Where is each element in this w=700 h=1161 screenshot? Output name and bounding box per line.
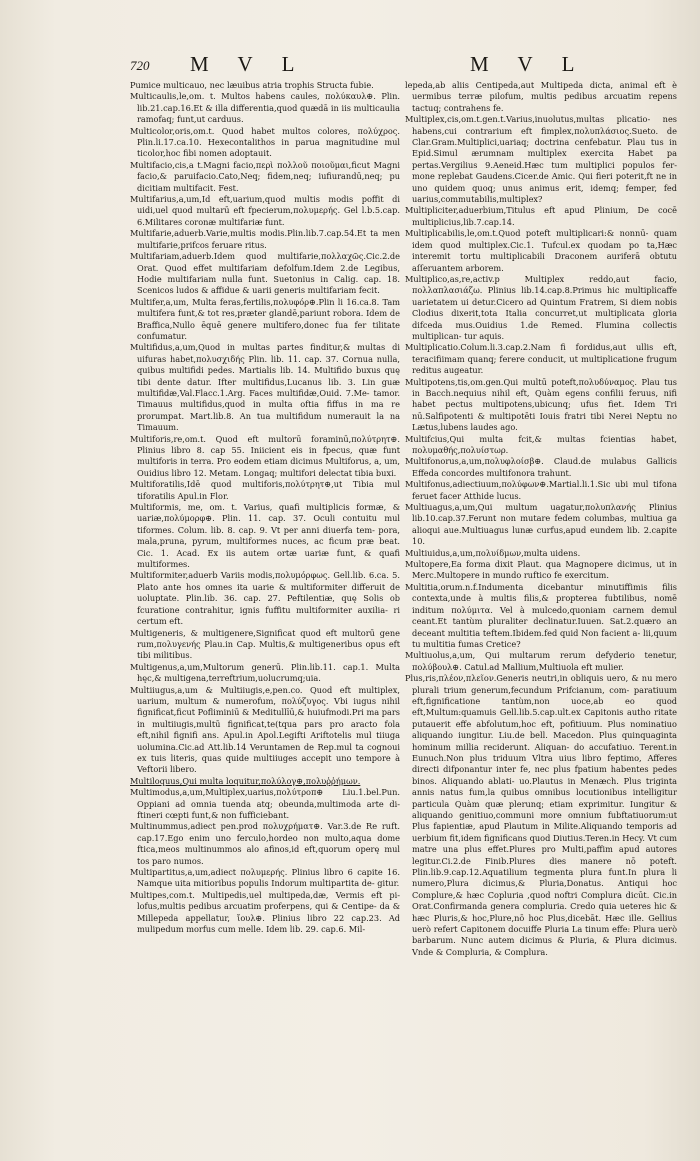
- dictionary-entry: Multiuidus,a,um,πολυίδμων,multa uidens.: [405, 547, 581, 558]
- dictionary-entry: Multifarie,aduerb.Varie,multis modis.Plin.lib.7.cap.54.Et ta men multifarie,prifcos feruare ritus.: [130, 228, 400, 250]
- running-head-left: M V L: [190, 52, 307, 76]
- dictionary-entry: Multifarius,a,um,Id eft,uarium,quod multis modis poffit di uidi,uel quod multarū eft fpecierum,πολυμερής. Gel l.b.5.cap. 6.Militares coronæ multifariæ funt.: [130, 194, 400, 227]
- dictionary-entry: Multiuagus,a,um,Qui multum uagatur,πολυπλανής Plinius lib.10.cap.37.Ferunt non mutare fedem columbas, multiua ga alioqui aue.Multiuagus lunæ curfus,apud eundem lib. 2.capite 10.: [405, 502, 677, 547]
- dictionary-entry: Multifacio,cis,a t.Magni facio,περὶ πολλοῦ ποιοῦμαι,ficut Magni facio,& paruifacio.Cato,Neq; fidem,neq; iufiurandū,neq; pu dicitiam multifacit. Fest.: [130, 159, 400, 193]
- dictionary-entry: Multiformiter,aduerb Variis modis,πολυμόρφως. Gell.lib. 6.ca. 5. Plato ante hos omnes ita uarie & multiformiter differuit de uoluptate. Plin.lib. 36. cap. 27. Peftilentiæ, quę Solis ob fcuratione contrahitur, ignis fuffitu multiformiter auxilia- ri certum eft.: [130, 570, 400, 627]
- dictionary-entry: lepeda,ab aliis Centipeda,aut Multipeda dicta, animal eft è uermibus terræ pilofum, multis pedibus arcuatim repens tactuq; contrahens fe.: [405, 80, 677, 113]
- dictionary-entry: Plus,ris,πλέον,πλεῖον.Generis neutri,in obliquis uero, & nu mero plurali trium generum,fecundum Prifcianum, com- paratiuum eft,fignificatione tantùm,non uoce,ab eo quod eft,Multum:quamuis Gell.lib.5.cap.ult.ex Capitonis autho ritate putauerit effe abfolutum,hoc eft, pofitiuum. Plus nominatiuo aliquando iungitur. Liu.de bell. Macedon. Plus quinquaginta hominum millia reciderunt. Aliquan- do accufatiuo. Terent.in Eunuch.Non plus triduum Vltra uius libro feptimo, Afferes directi difponantur inter fe, nec plus fpatium habentes pedes binos. Aliquando ablati- uo.Plautus in Menæch. Plus triginta annis natus fum,la quibus omnibus locutionibus intelligitur particula Quàm quæ plerunq; etiam exprimitur. Iungitur & aliquando genitiuo,communi more omnium fubftatiuorum:ut Plus fapientiæ, apud Plautum in Milite.Aliquando temporis ad uerbium fit,idem fignificans quod Diutius.Teren.in Hecy. Vt cum matre una plus effet.Plures pro Multi,paffim apud autores legitur.Ci.2.de Finib.Plures dies manere nō poteft. Plin.lib.9.cap.12.Aquatilium tegmenta plura funt.In plura li numero,Plura dicimus,& Pluria,Donatus. Antiqui hoc Complure,& hæc Copluria ,quod noftri Complura dicūt. Cic.in Orat.Confirmanda genera compluria. Credo quia ueteres hic & hæc Pluris,& hoc,Plure,nō hoc Plus,dicebāt. Hæc ille. Gellius uerò refert Capitonem docuiffe Pluria La tinum effe: Plura uerò barbarum. Nunc autem dicimus & Pluria, & Plura dicimus. Vnde & Compluria, & Complura.: [405, 673, 677, 957]
- dictionary-entry: Multiuolus,a,um, Qui multarum rerum defyderio tenetur, πολύβουλ⊕. Catul.ad Mallium,Multiuola eft mulier.: [405, 650, 677, 672]
- page-number: 720: [130, 58, 150, 73]
- right-column: [405, 80, 677, 1140]
- dictionary-entry: Multiplicatio.Colum.li.3.cap.2.Nam fi fordidus,aut ullis eft, teracifiimam quanq; ferere conducit, ut multiplicatione frugum reditus augeatur.: [405, 342, 677, 376]
- dictionary-entry: Pumice multicauo, nec læuibus atria trophis Structa fubie.: [130, 80, 374, 90]
- dictionary-entry: Multiforatilis,Idē quod multiforis,πολύτρητ⊕,ut Tibia mul tiforatilis Apul.in Flor.: [130, 479, 400, 501]
- dictionary-entry: Multiforis,re,om.t. Quod eft multorū foraminū,πολύτρητ⊕. Plinius libro 8. cap 55. Iniicient eis in fpecus, quæ funt multiforis in terra. Pro eodem etiam dicimus Multiforus, a, um, Ouidius libro 12. Metam. Longaq; multifori delectat tibia buxi.: [130, 433, 400, 478]
- dictionary-entry: Multimodus,a,um,Multiplex,uarius,πολύτροπ⊕ Liu.1.bel.Pun. Oppiani ad omnia tuenda atq; obeunda,multimoda arte di- ftineri cœpti funt,& non fufficiebant.: [130, 787, 400, 820]
- dictionary-entry: Multiplex,cis,om.t.gen.t.Varius,inuolutus,multas plicatio- nes habens,cui contrarium eft fimplex,πολυπλάσιος.Sueto. de Clar.Gram.Multiplici,uariaq; doctrina cenfebatur. Plau tus in Epid.Simul ærumnam multiplex exercita Habet pa pertas.Vergilius 9.Aeneid.Hæc tum multiplici populos fer- mone replebat Gaudens.Cicer.de Amic. Qui fieri poterit,ft ne in uno quidem quoq; unus animus erit, idemq; femper, fed uarius,commutabilis,multiplex?: [405, 114, 677, 205]
- left-column: [130, 80, 400, 1140]
- dictionary-entry: Multigeneris, & multigenere,Significat quod eft multorū gene rum,πολυγενής Plau.in Cap. Multis,& multigeneribus opus eft tibi militibus.: [130, 627, 400, 661]
- dictionary-entry: Multigenus,a,um,Multorum generū. Plin.lib.11. cap.1. Multa hęc,& multigena,terreftrium,uolucrumq;uia.: [130, 661, 400, 684]
- dictionary-entry: Multifonorus,a,um,πολυφλοίσβ⊕. Claud.de mulabus Gallicis Effeda concordes multifonora trahunt.: [405, 456, 677, 478]
- dictionary-entry: Multipartitus,a,um,adiect πολυμερής. Plinius libro 6 capite 16. Namque uita mitioribus populis Indorum multipartita de- gitur.: [130, 867, 400, 889]
- dictionary-entry: Multitia,orum.n.f.Indumenta dicebantur minutiffimis filis contexta,unde à multis filis,& propterea fubtilibus, nomē inditum πολύμιτα. Vel à mulcedo,quoniam carnem demul ceant.Et tantùm pluraliter declinatur.Iuuen. Sat.2.quæro an deceant multitia teftem.Ibidem.fed quid Non facient a- lii,quum tu multitia fumas Cretice?: [405, 581, 677, 649]
- dictionary-entry: Multipliciter,aduerbium,Titulus eft apud Plinium, De cocē multiplicius,lib.7.cap.14.: [405, 205, 677, 227]
- dictionary-entry: Multiplico,as,re,activ.p Multiplex reddo,aut facio, πολλαπλασιάζω. Plinius lib.14.cap.8.Primus hic multiplicaffe uarietatem ui detur.Cicero ad Quintum Fratrem, Si diem nobis Clodius dixerit,tota Italia concurret,ut multiplicata gloria difceda mus.Ouidius 1.de Remed. Flumina collectis multiplican- tur aquis.: [405, 273, 677, 341]
- dictionary-entry: Multifidus,a,um,Quod in multas partes finditur,& multas di uifuras habet,πολυσχιδής Plin. lib. 11. cap. 37. Cornua nulla, quibus multifidi pedes. Martialis lib. 14. Multifido buxus quę tibi dente datur. Ifter multifidus,Lucanus lib. 3. Lin guæ multifidæ,Val.Flacc.1.Arg. Faces multifidæ,Ouid. 7.Me- tamor. Timauus multifidus,quod in multa oftia fiffus in ma re prorumpat. Mart.lib.8. An tua multifidum numerauit la na Timauum.: [130, 342, 400, 433]
- dictionary-entry: Multifer,a,um, Multa feras,fertilis,πολυφόρ⊕.Plin li 16.ca.8. Tam multifera funt,& tot res,præter glandē,pariunt robora. Idem de Braffica,Nullo ēquē genere multifero,donec fua fer tilitate confumatur.: [130, 296, 400, 341]
- dictionary-entry: Multifariam,aduerb.Idem quod multifarie,πολλαχῶς.Cic.2.de Orat. Quod effet multifariam defolfum.Idem 2.de Legibus, Hodie multifariam nulla funt. Suetonius in Calig. cap. 18. Scenicos ludos & affidue & uarii generis multifariam fecit.: [130, 251, 400, 296]
- dictionary-entry: Multifcius,Qui multa fcit,& multas fcientias habet, πολυμαθής,πολυίστωρ.: [405, 433, 677, 455]
- dictionary-entry: Multipes,com.t. Multipedis,uel multipeda,dæ, Vermis eft pi- lofus,multis pedibus arcuatim proferpens, qui & Centipe- da & Millepeda appellatur, ἴουλ⊕. Plinius libro 22 cap.23. Ad mulipedum morfus cum melle. Idem lib. 29. cap.6. Mil-: [130, 889, 400, 935]
- dictionary-entry: Multopere,Ea forma dixit Plaut. qua Magnopere dicimus, ut in Merc.Multopere in mundo ruftico fe exercitum.: [405, 559, 677, 581]
- dictionary-entry: Multicaulis,le,om. t. Multos habens caules, πολύκαυλ⊕. Plin. lib.21.cap.16.Et & illa differentia,quod quædā in iis multicaulia ramofaq; funt,ut carduus.: [130, 91, 400, 125]
- dictionary-entry: Multipotens,tis,om.gen.Qui multū poteft,πολυδύναμος. Plau tus in Bacch.nequius nihil eft, Quàm egens confilii feruus, nifi habet pectus multipotens,ubicunq; ufus fiet. Idem Tri nū.Salfipotenti & multipotēti Iouis fratri tibi Nerei Neptu no Lætus,lubens laudes ago.: [405, 376, 677, 433]
- dictionary-entry: Multiloquus,Qui multa loquitur,πολύλογ⊕,πολυῤῥήμων.: [130, 775, 361, 786]
- dictionary-entry: Multiformis, me, om. t. Varius, quafi multiplicis formæ, & uariæ,πολύμορφ⊕. Plin. 11. cap. 37. Oculi contuitu mul tiformes. Colum. lib. 8. cap. 9. Vt per anni diuerfa tem- pora, mala,pruna, pyrum, multiformes nuces, ac ficum præ beat. Cic. 1. Acad. Ex iis autem ortæ uariæ funt, & quafi multiformes.: [130, 502, 400, 570]
- dictionary-entry: Multiplicabilis,le,om.t.Quod poteft multiplicari:& nonnū- quam idem quod multiplex.Cic.1. Tufcul.ex quodam po ta,Hæc interemit tortu multiplicabili Draconem auriferā obtutu aſſeruantem arborem.: [405, 228, 677, 273]
- dictionary-entry: Multifonus,adiectiuum,πολύφων⊕.Martial.li.1.Sic ubi mul tifona feruet facer Atthide lucus.: [405, 479, 677, 501]
- dictionary-entry: Multiiugus,a,um & Multiiugis,e,pen.co. Quod eft multiplex, uarium, multum & numerofum, πολύζυγος. Vbi iugus nihil fignificat,ficut Pofliminiū & Meditullīū,& huiufmodi.Pri ma pars in multiiugis,multū fignificat,te(tqua pars pro aracto fola eft,nihil fignifi ans. Apul.in Apol.Legifti Ariftotelis mul tiiuga uolumina.Cic.ad Att.lib.14 Veruntamen de Rep.mul ta cognoui ex tuis literis, quas quide multiiuges accepit uno tempore à Veftorii libero.: [130, 684, 400, 775]
- running-head-right: M V L: [470, 52, 587, 76]
- dictionary-entry: Multicolor,oris,om.t. Quod habet multos colores, πολύχρος. Plin.li.17.ca.10. Hexecontalithos in parua magnitudine mul ticolor,hoc fibi nomen adoptauit.: [130, 125, 400, 159]
- page-header: [130, 52, 670, 78]
- dictionary-entry: Multinummus,adiect pen.prod πολυχρήματ⊕. Var.3.de Re ruft. cap.17.Ego enim uno ferculo,hordeo non multo,aqua dome ftica,meos multinummos alo afinos,id eft,quorum operę mul tos paro numos.: [130, 821, 400, 866]
